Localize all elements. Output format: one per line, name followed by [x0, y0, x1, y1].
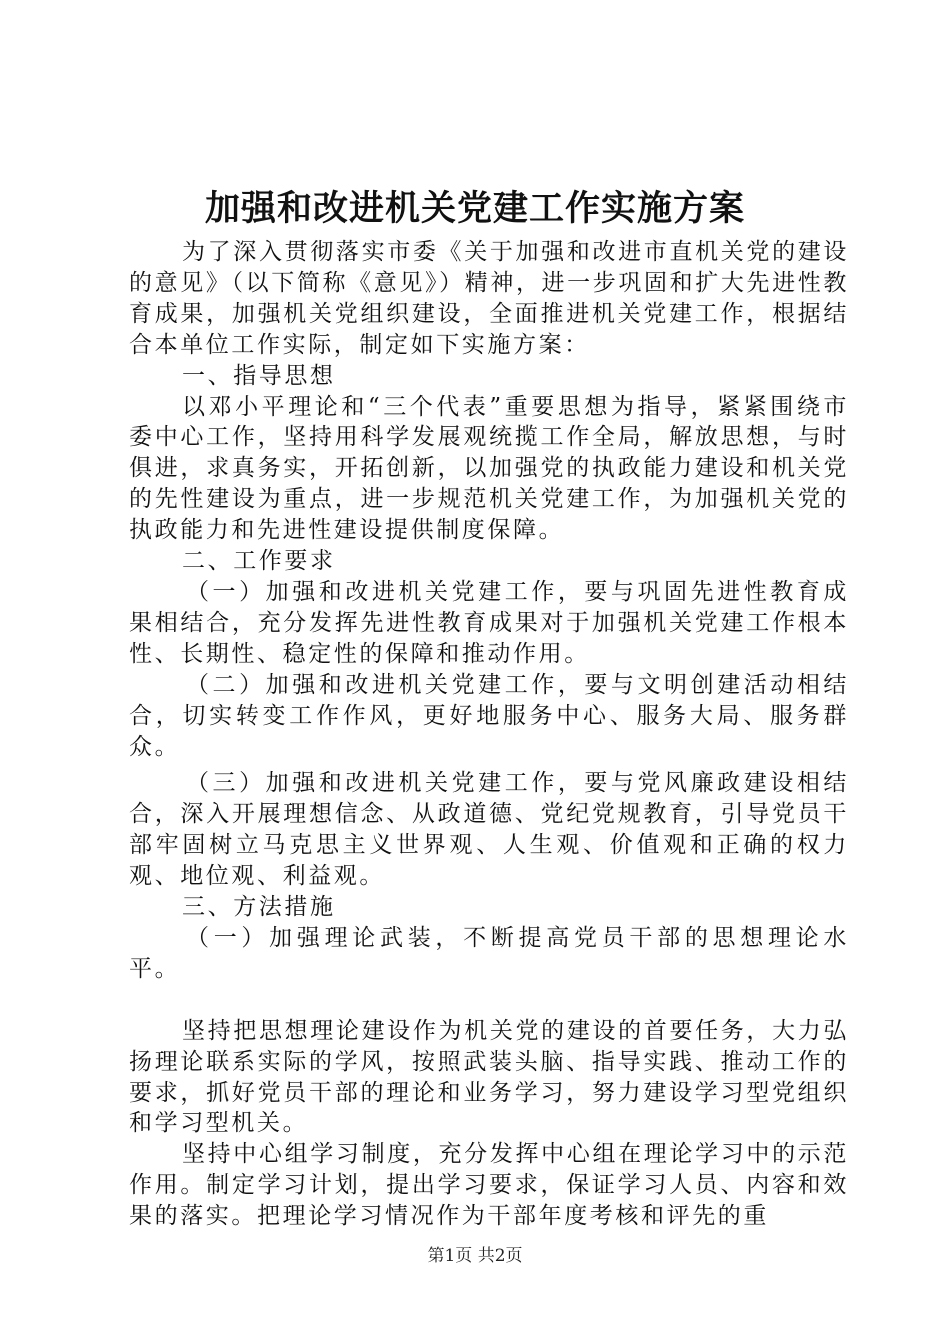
- section-heading-guiding-thought: 一、指导思想: [182, 362, 336, 389]
- document-body: [129, 237, 849, 1232]
- paragraph-method-1-body: 坚持把思想理论建设作为机关党的建设的首要任务，大力弘扬理论联系实际的学风，按照武装头脑、指导实践、推动工作的要求，抓好党员干部的理论和业务学习，努力建设学习型党组织和学习型机关。: [129, 1017, 849, 1137]
- page-footer: 第1页 共2页: [427, 1246, 523, 1266]
- intro-paragraph: 为了深入贯彻落实市委《关于加强和改进市直机关党的建设的意见》（以下简称《意见》）精神，进一步巩固和扩大先进性教育成果，加强机关党组织建设，全面推进机关党建工作，根据结合本单位工作实际，制定如下实施方案：: [129, 239, 849, 358]
- paragraph-requirement-3: （三）加强和改进机关党建工作，要与党风廉政建设相结合，深入开展理想信念、从政道德、党纪党规教育，引导党员干部牢固树立马克思主义世界观、人生观、价值观和正确的权力观、地位观、利益观。: [129, 770, 849, 890]
- paragraph-guiding-thought: 以邓小平理论和“三个代表”重要思想为指导，紧紧围绕市委中心工作，坚持用科学发展观统揽工作全局，解放思想，与时俱进，求真务实，开拓创新，以加强党的执政能力建设和机关党的先性建设为重点，进一步规范机关党建工作，为加强机关党的执政能力和先进性建设提供制度保障。: [129, 393, 849, 544]
- paragraph-method-1-study: 坚持中心组学习制度，充分发挥中心组在理论学习中的示范作用。制定学习计划，提出学习要求，保证学习人员、内容和效果的落实。把理论学习情况作为干部年度考核和评先的重: [129, 1141, 849, 1230]
- paragraph-requirement-1: （一）加强和改进机关党建工作，要与巩固先进性教育成果相结合，充分发挥先进性教育成果对于加强机关党建工作根本性、长期性、稳定性的保障和推动作用。: [129, 578, 849, 667]
- paragraph-method-1-heading: （一）加强理论武装，不断提高党员干部的思想理论水平。: [129, 924, 849, 982]
- paragraph-requirement-2: （二）加强和改进机关党建工作，要与文明创建活动相结合，切实转变工作作风，更好地服务中心、服务大局、服务群众。: [129, 671, 849, 760]
- section-heading-methods: 三、方法措施: [182, 894, 336, 921]
- document-title: 加强和改进机关党建工作实施方案: [204, 188, 745, 229]
- section-heading-work-requirements: 二、工作要求: [182, 548, 336, 575]
